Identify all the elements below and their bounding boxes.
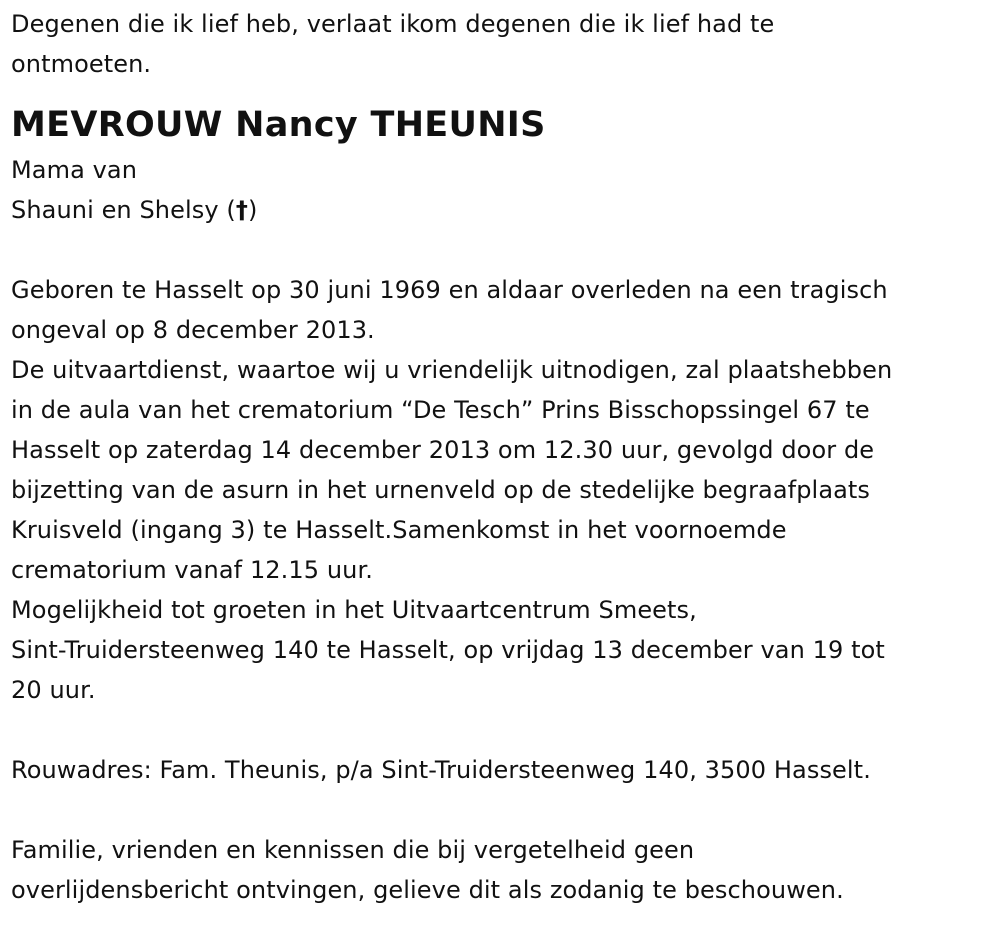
announcement-line: in de aula van het crematorium “De Tesch” Prins Bisschopssingel 67 te [11, 396, 870, 424]
announcement-line: ongeval op 8 december 2013. [11, 316, 375, 344]
opening-quote [11, 4, 982, 84]
announcement-line: bijzetting van de asurn in het urnenveld op de stedelijke begraafplaats [11, 476, 871, 504]
closing-line: overlijdensbericht ontvingen, gelieve dit als zodanig te beschouwen. [11, 876, 844, 904]
cross-icon: † [235, 196, 248, 224]
spacer [11, 710, 982, 750]
quote-line: Degenen die ik lief heb, verlaat ikom degenen die ik lief had te [11, 10, 775, 38]
deceased-name: MEVROUW Nancy THEUNIS [11, 105, 546, 145]
children-line: Shauni en Shelsy (†) [11, 196, 258, 224]
announcement-line: Kruisveld (ingang 3) te Hasselt.Samenkomst in het voornoemde [11, 516, 787, 544]
announcement-line: De uitvaartdienst, waartoe wij u vriendelijk uitnodigen, zal plaatshebben [11, 356, 893, 384]
children-names: Shauni en Shelsy [11, 196, 219, 224]
announcement-line: 20 uur. [11, 676, 96, 704]
announcement-line: Sint-Truidersteenweg 140 te Hasselt, op vrijdag 13 december van 19 tot [11, 636, 885, 664]
announcement-line: Mogelijkheid tot groeten in het Uitvaartcentrum Smeets, [11, 596, 697, 624]
funeral-announcement [11, 270, 982, 710]
relation-label: Mama van [11, 156, 138, 184]
family-relation [11, 150, 982, 230]
spacer [11, 790, 982, 830]
announcement-line: crematorium vanaf 12.15 uur. [11, 556, 373, 584]
announcement-line: Hasselt op zaterdag 14 december 2013 om 12.30 uur, gevolgd door de [11, 436, 875, 464]
mourning-address: Rouwadres: Fam. Theunis, p/a Sint-Truidersteenweg 140, 3500 Hasselt. [11, 756, 871, 784]
closing-note [11, 830, 982, 910]
quote-line: ontmoeten. [11, 50, 152, 78]
spacer [11, 230, 982, 270]
closing-line: Familie, vrienden en kennissen die bij vergetelheid geen [11, 836, 695, 864]
announcement-line: Geboren te Hasselt op 30 juni 1969 en aldaar overleden na een tragisch [11, 276, 888, 304]
